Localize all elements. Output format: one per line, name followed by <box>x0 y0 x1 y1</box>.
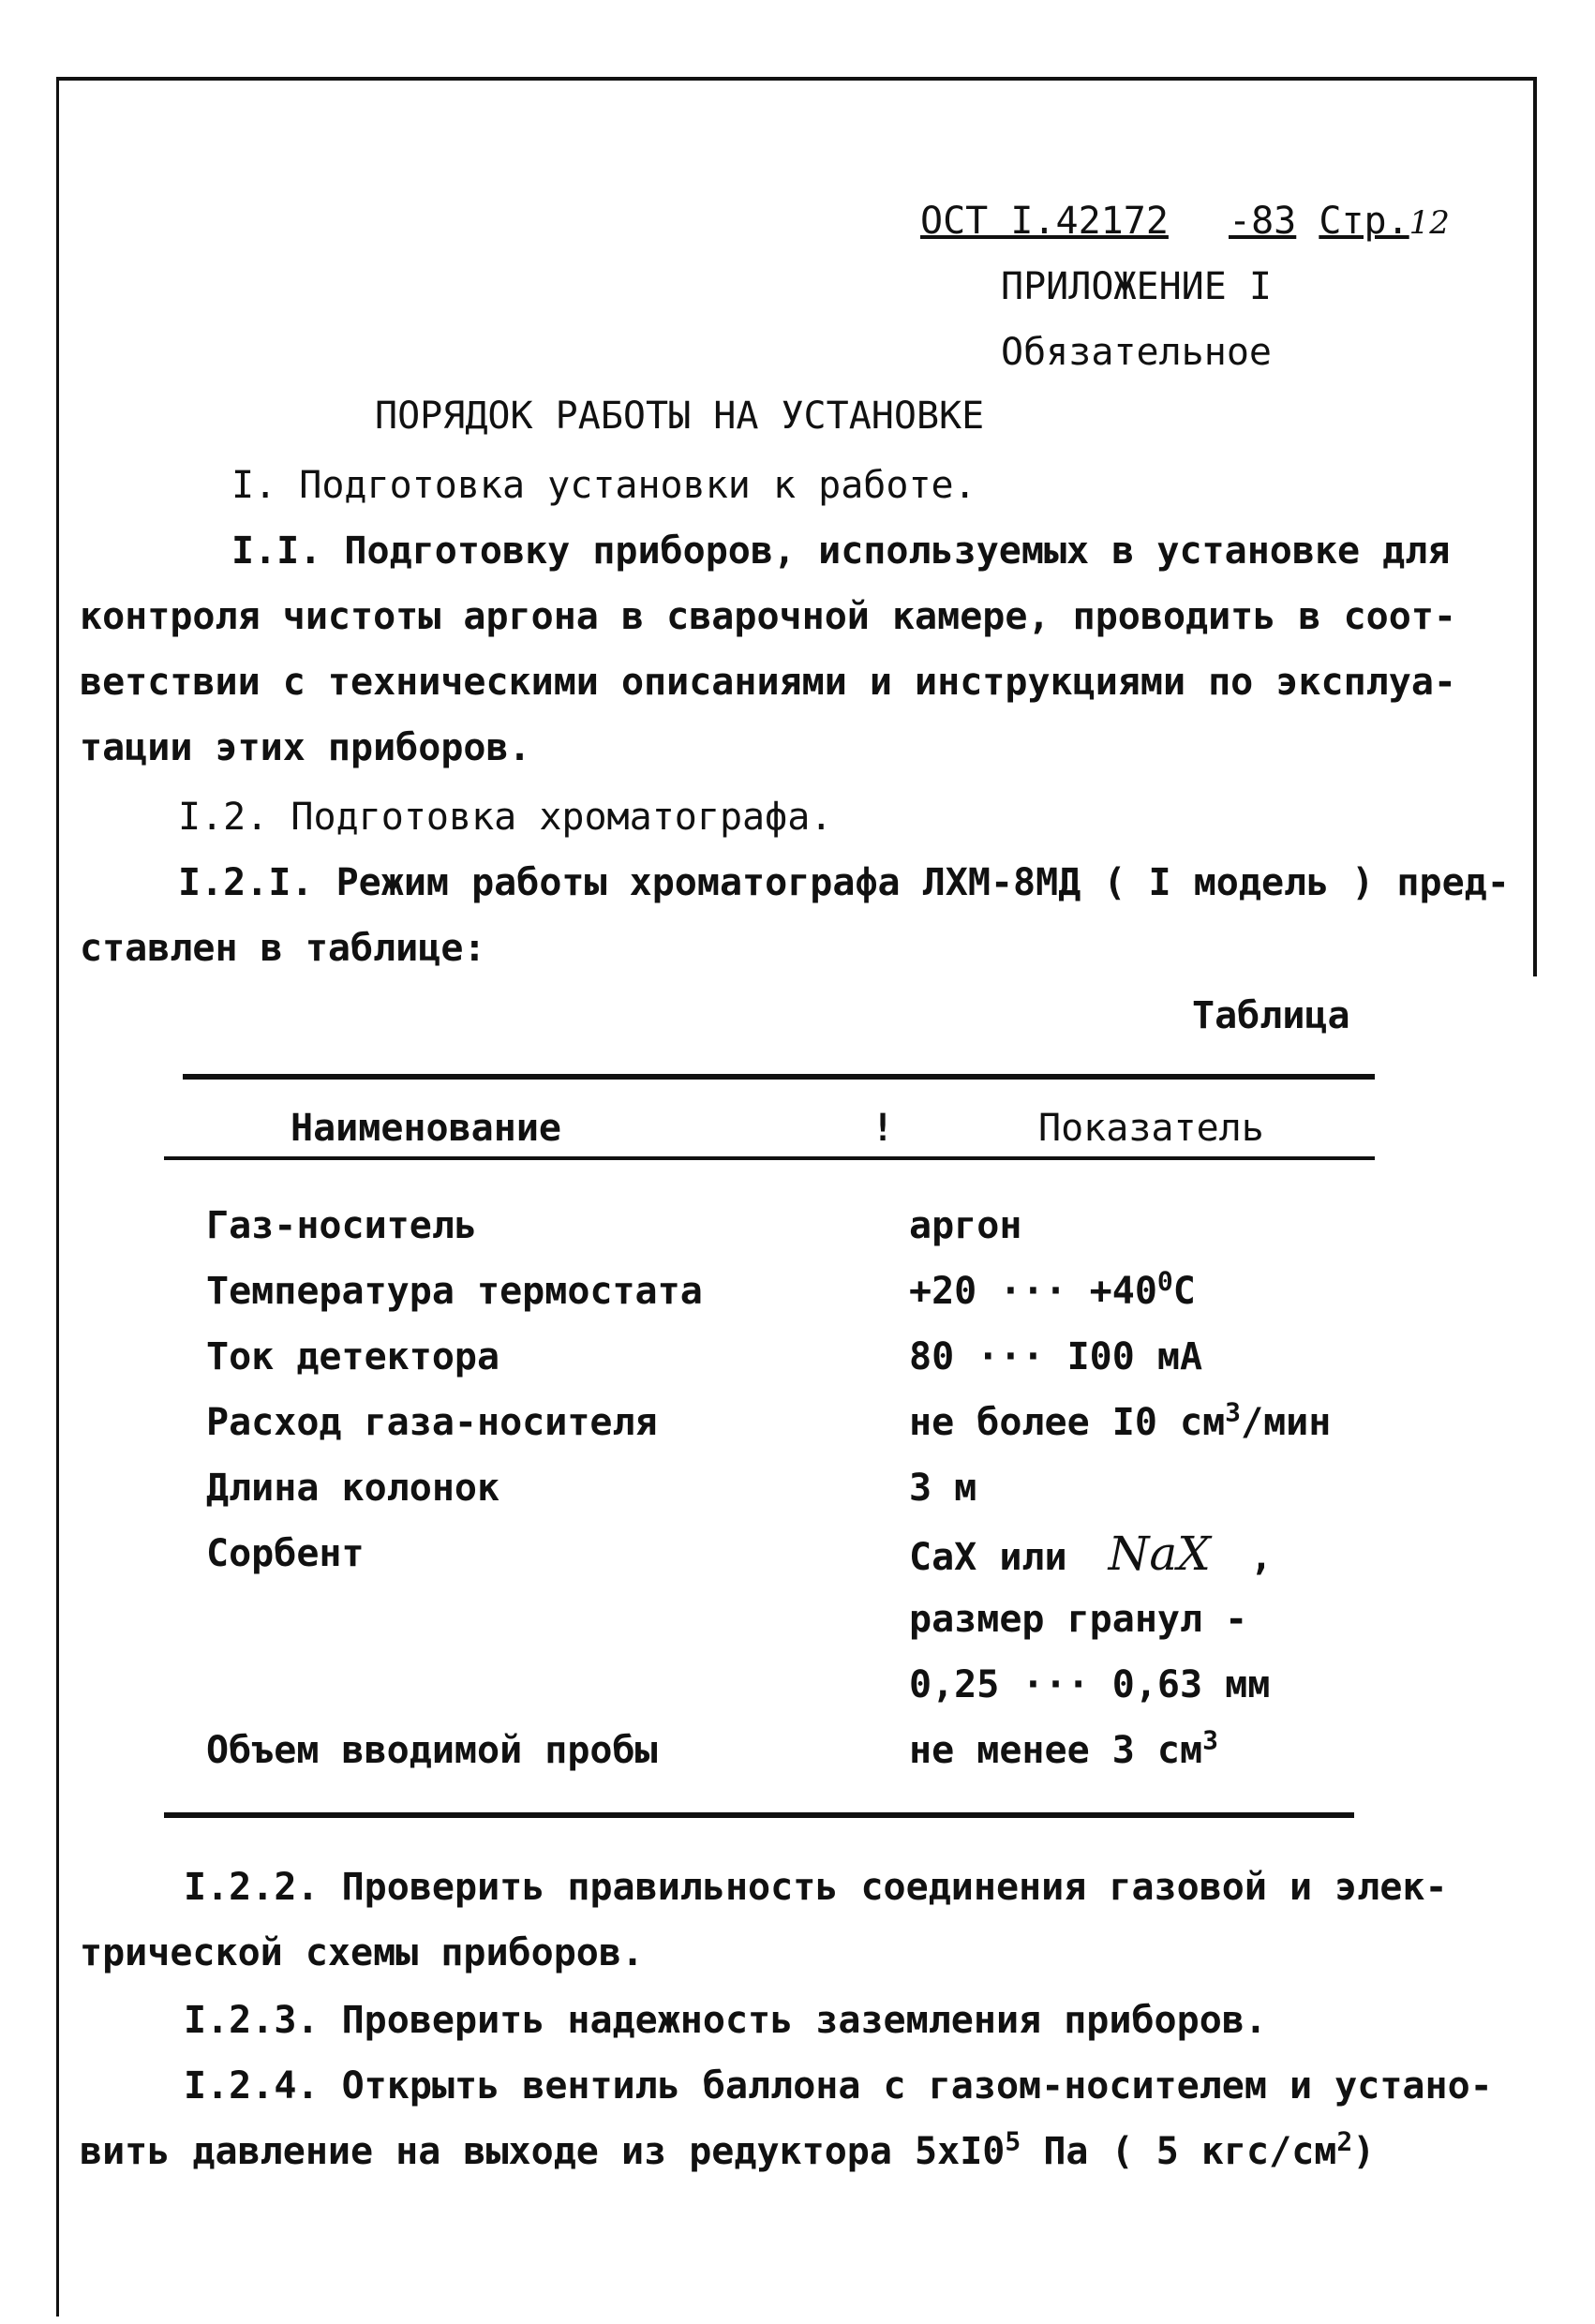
header-name: Наименование <box>291 1107 561 1150</box>
para-1-2-3: I.2.3. Проверить надежность заземления приборов. <box>184 1999 1267 2042</box>
page-title: ПОРЯДОК РАБОТЫ НА УСТАНОВКЕ <box>375 395 985 438</box>
row-value: 0,25 ··· 0,63 мм <box>909 1663 1271 1706</box>
header-separator: ! <box>872 1107 895 1150</box>
row-value: CaX или <box>909 1536 1067 1579</box>
header-value: Показатель <box>1038 1107 1264 1150</box>
para-1-2-4-text-b: Па ( 5 кгс/см <box>1021 2130 1337 2173</box>
para-1-2-2-line-2: трической схемы приборов. <box>80 1931 645 1974</box>
row-name: Длина колонок <box>206 1467 500 1510</box>
status-label: Обязательное <box>1001 331 1272 374</box>
row-value-group <box>909 1265 1196 1314</box>
row-name: Газ-носитель <box>206 1204 477 1247</box>
para-1-2-1-line-2: ставлен в таблице: <box>80 927 486 970</box>
appendix-label: ПРИЛОЖЕНИЕ I <box>1001 265 1272 308</box>
document-header <box>920 199 1450 246</box>
row-name: Объем вводимой пробы <box>206 1729 658 1772</box>
para-1-1-line-4: тации этих приборов. <box>80 726 531 769</box>
row-value-sup: 0 <box>1156 1265 1173 1297</box>
para-1-2-2-line-1: I.2.2. Проверить правильность соединения газовой и элек- <box>184 1866 1448 1909</box>
para-1-2-4-line-1: I.2.4. Открыть вентиль баллона с газом-носителем и устано- <box>184 2064 1493 2108</box>
row-value-group <box>909 1724 1218 1773</box>
page-frame-right <box>1533 77 1537 976</box>
row-value: аргон <box>909 1204 1022 1247</box>
row-value-group <box>909 1396 1332 1445</box>
para-1-1-line-1: I.I. Подготовку приборов, используемых в установке для <box>231 529 1451 573</box>
table-top-rule <box>183 1074 1375 1080</box>
row-name: Расход газа-носителя <box>206 1401 658 1444</box>
row-name: Температура термостата <box>206 1270 703 1313</box>
table-bottom-rule <box>164 1812 1354 1818</box>
row-value: +20 ··· +40 <box>909 1270 1157 1313</box>
row-value-sup: 3 <box>1225 1396 1242 1428</box>
para-1-1-line-2: контроля чистоты аргона в сварочной камере, проводить в соот- <box>80 595 1457 638</box>
row-value-suffix: C <box>1172 1270 1196 1313</box>
doc-code: ОСТ I.42172 <box>920 200 1169 243</box>
row-name: Ток детектора <box>206 1335 500 1378</box>
row-value: не менее 3 см <box>909 1729 1203 1772</box>
handwritten-sorbent: NaX <box>1108 1527 1211 1581</box>
para-1-2-4-text-c: ) <box>1352 2130 1376 2173</box>
doc-year: -83 <box>1229 200 1297 243</box>
row-value: размер гранул - <box>909 1598 1248 1641</box>
row-value: 3 м <box>909 1467 977 1510</box>
row-value-suffix: , <box>1249 1536 1274 1579</box>
row-value-suffix: /мин <box>1241 1401 1332 1444</box>
para-1-2-1-line-1: I.2.I. Режим работы хроматографа ЛХМ-8МД ( I модель ) пред- <box>178 861 1510 904</box>
para-1-2-4-sup-1: 5 <box>1005 2125 1021 2157</box>
para-1-2-4-sup-2: 2 <box>1336 2125 1353 2157</box>
row-value-sup: 3 <box>1202 1724 1218 1756</box>
table-caption: Таблица <box>1192 994 1350 1037</box>
row-value-group <box>909 1527 1274 1581</box>
para-1-2-4-text-a: вить давление на выходе из редуктора 5xI0 <box>80 2130 1006 2173</box>
para-1-2-4-line-2 <box>80 2125 1376 2174</box>
row-value: не более I0 см <box>909 1401 1226 1444</box>
page-frame-left <box>56 77 59 2317</box>
page-frame-top <box>56 77 1537 81</box>
section-1-heading: I. Подготовка установки к работе. <box>231 464 976 507</box>
table-header-rule <box>164 1156 1375 1160</box>
row-value: 80 ··· I00 мА <box>909 1335 1203 1378</box>
section-1-2-heading: I.2. Подготовка хроматографа. <box>178 796 833 839</box>
page-number: 12 <box>1409 204 1450 242</box>
para-1-1-line-3: ветствии с техническими описаниями и инструкциями по эксплуа- <box>80 661 1457 704</box>
page-label: Стр. <box>1319 200 1409 243</box>
row-name: Сорбент <box>206 1532 365 1575</box>
